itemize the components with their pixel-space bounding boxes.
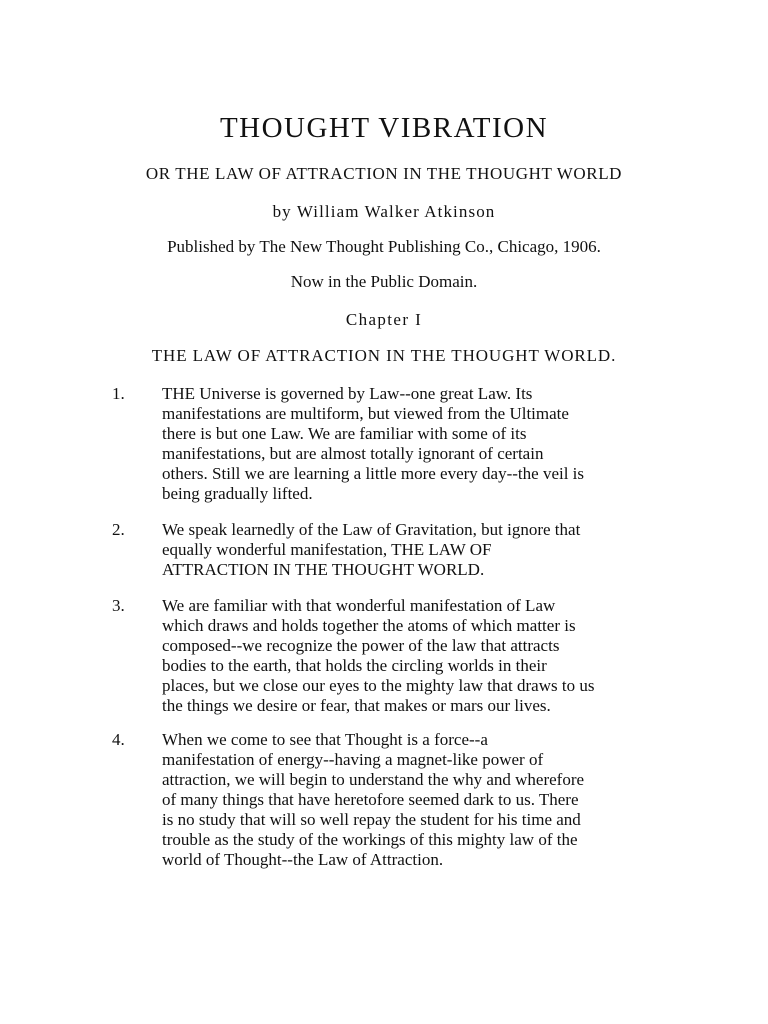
paragraph-line: equally wonderful manifestation, THE LAW OF (162, 540, 492, 559)
paragraph-text (162, 730, 662, 870)
paragraph-line: manifestations, but are almost totally ignorant of certain (162, 444, 544, 463)
chapter-heading: Chapter I (345, 310, 423, 329)
paragraph-text (162, 520, 662, 580)
paragraph-line: of many things that have heretofore seemed dark to us. There (162, 790, 579, 809)
paragraph-line: We speak learnedly of the Law of Gravitation, but ignore that (162, 520, 581, 539)
document-subtitle: OR THE LAW OF ATTRACTION IN THE THOUGHT WORLD (145, 164, 623, 183)
public-domain-notice: Now in the Public Domain. (290, 272, 478, 291)
paragraph-number: 2. (112, 520, 125, 539)
paragraph-line: We are familiar with that wonderful manifestation of Law (162, 596, 556, 615)
paragraph-line: which draws and holds together the atoms of which matter is (162, 616, 576, 635)
paragraph-line: When we come to see that Thought is a force--a (162, 730, 488, 749)
paragraph-line: trouble as the study of the workings of this mighty law of the (162, 830, 578, 849)
chapter-title: THE LAW OF ATTRACTION IN THE THOUGHT WORLD. (151, 346, 617, 365)
paragraph-line: others. Still we are learning a little more every day--the veil is (162, 464, 585, 483)
paragraph-line: places, but we close our eyes to the mighty law that draws to us (162, 676, 595, 695)
paragraph-line: the things we desire or fear, that makes or mars our lives. (162, 696, 551, 715)
publication-info: Published by The New Thought Publishing Co., Chicago, 1906. (167, 237, 601, 256)
paragraph-text (162, 384, 662, 504)
paragraph-number: 3. (112, 596, 125, 615)
paragraph-line: is no study that will so well repay the student for his time and (162, 810, 581, 829)
document-title: THOUGHT VIBRATION (219, 112, 549, 144)
paragraph-line: world of Thought--the Law of Attraction. (162, 850, 444, 869)
paragraph-line: being gradually lifted. (162, 484, 313, 503)
paragraph-line: ATTRACTION IN THE THOUGHT WORLD. (162, 560, 485, 579)
paragraph-line: composed--we recognize the power of the law that attracts (162, 636, 560, 655)
paragraph-line: THE Universe is governed by Law--one great Law. Its (162, 384, 533, 403)
paragraph-line: there is but one Law. We are familiar with some of its (162, 424, 527, 443)
paragraph-line: attraction, we will begin to understand the why and wherefore (162, 770, 585, 789)
paragraph-line: manifestation of energy--having a magnet-like power of (162, 750, 544, 769)
paragraph-number: 1. (112, 384, 125, 403)
paragraph-line: bodies to the earth, that holds the circling worlds in their (162, 656, 547, 675)
paragraph-text (162, 596, 662, 716)
paragraph-line: manifestations are multiform, but viewed from the Ultimate (162, 404, 569, 423)
paragraph-number: 4. (112, 730, 125, 749)
author-byline: by William Walker Atkinson (272, 202, 496, 221)
